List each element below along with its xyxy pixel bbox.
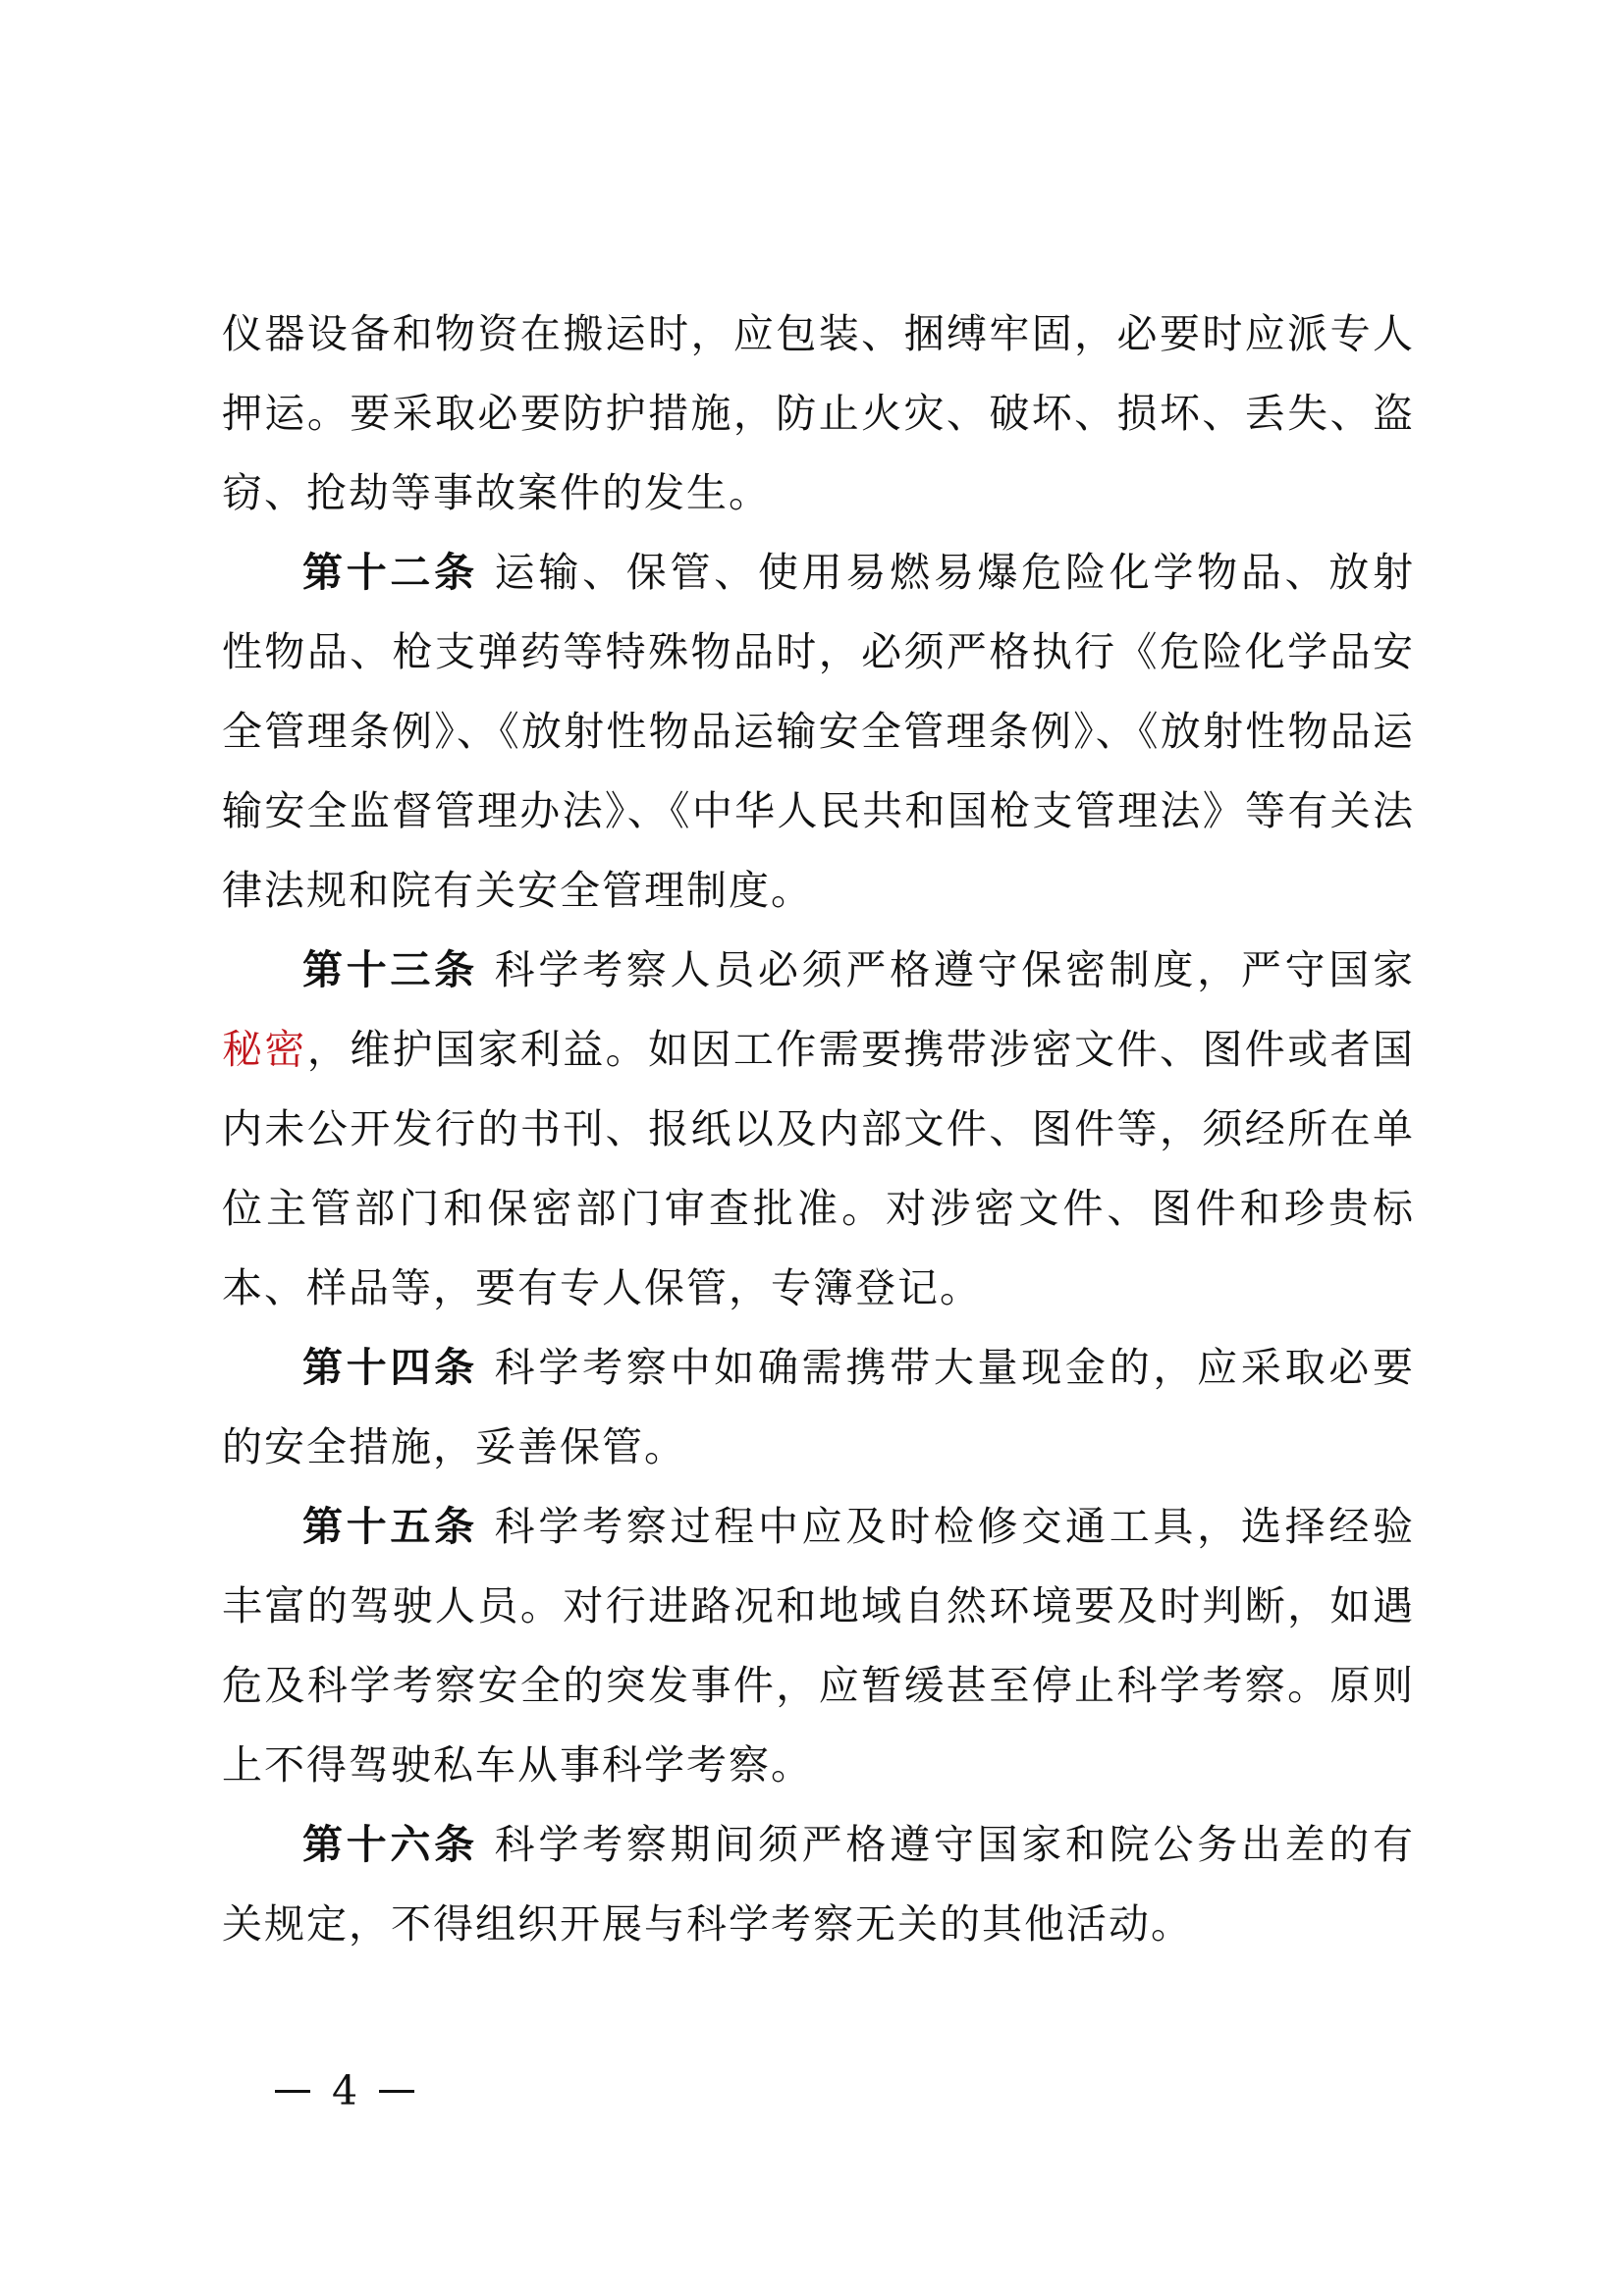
article-number: 第十五条 bbox=[302, 1503, 478, 1550]
article-number: 第十二条 bbox=[302, 549, 478, 596]
paragraph-text: 仪器设备和物资在搬运时，应包装、捆缚牢固，必要时应派专人押运。要采取必要防护措施，防止火灾、破坏、损坏、丢失、盗窃、抢劫等事故案件的发生。 bbox=[222, 310, 1415, 516]
article-text: 运输、保管、使用易燃易爆危险化学物品、放射性物品、枪支弹药等特殊物品时，必须严格执行《危险化学品安全管理条例》、《放射性物品运输安全管理条例》、《放射性物品运输安全监督管理办法》、《中华人民共和国枪支管理法》等有关法律法规和院有关安全管理制度。 bbox=[222, 549, 1416, 914]
article-text-continued: ，维护国家利益。如因工作需要携带涉密文件、图件或者国内未公开发行的书刊、报纸以及内部文件、图件等，须经所在单位主管部门和保密部门审查批准。对涉密文件、图件和珍贵标本、样品等，要有专人保管，专簿登记。 bbox=[222, 1026, 1416, 1311]
page-number: 4 bbox=[332, 2067, 358, 2114]
article-16 bbox=[222, 1805, 1415, 1964]
article-13 bbox=[222, 931, 1415, 1328]
article-text: 科学考察过程中应及时检修交通工具，选择经验丰富的驾驶人员。对行进路况和地域自然环境要及时判断，如遇危及科学考察安全的突发事件，应暂缓甚至停止科学考察。原则上不得驾驶私车从事科学考察。 bbox=[222, 1503, 1416, 1789]
article-text: 科学考察期间须严格遵守国家和院公务出差的有关规定，不得组织开展与科学考察无关的其他活动。 bbox=[222, 1821, 1416, 1948]
left-dash bbox=[275, 2090, 310, 2093]
article-number: 第十四条 bbox=[302, 1344, 478, 1391]
article-14 bbox=[222, 1328, 1415, 1487]
article-15 bbox=[222, 1487, 1415, 1805]
right-dash bbox=[379, 2090, 414, 2093]
article-text: 科学考察人员必须严格遵守保密制度，严守国家 bbox=[494, 946, 1416, 993]
paragraph-continuation bbox=[222, 294, 1415, 533]
article-text: 科学考察中如确需携带大量现金的，应采取必要的安全措施，妥善保管。 bbox=[222, 1344, 1416, 1470]
document-body bbox=[222, 294, 1415, 1964]
article-number: 第十六条 bbox=[302, 1821, 478, 1868]
highlighted-word: 秘密 bbox=[222, 1026, 307, 1073]
article-number: 第十三条 bbox=[302, 946, 478, 993]
page-number-footer bbox=[275, 2061, 471, 2120]
article-12 bbox=[222, 533, 1415, 931]
